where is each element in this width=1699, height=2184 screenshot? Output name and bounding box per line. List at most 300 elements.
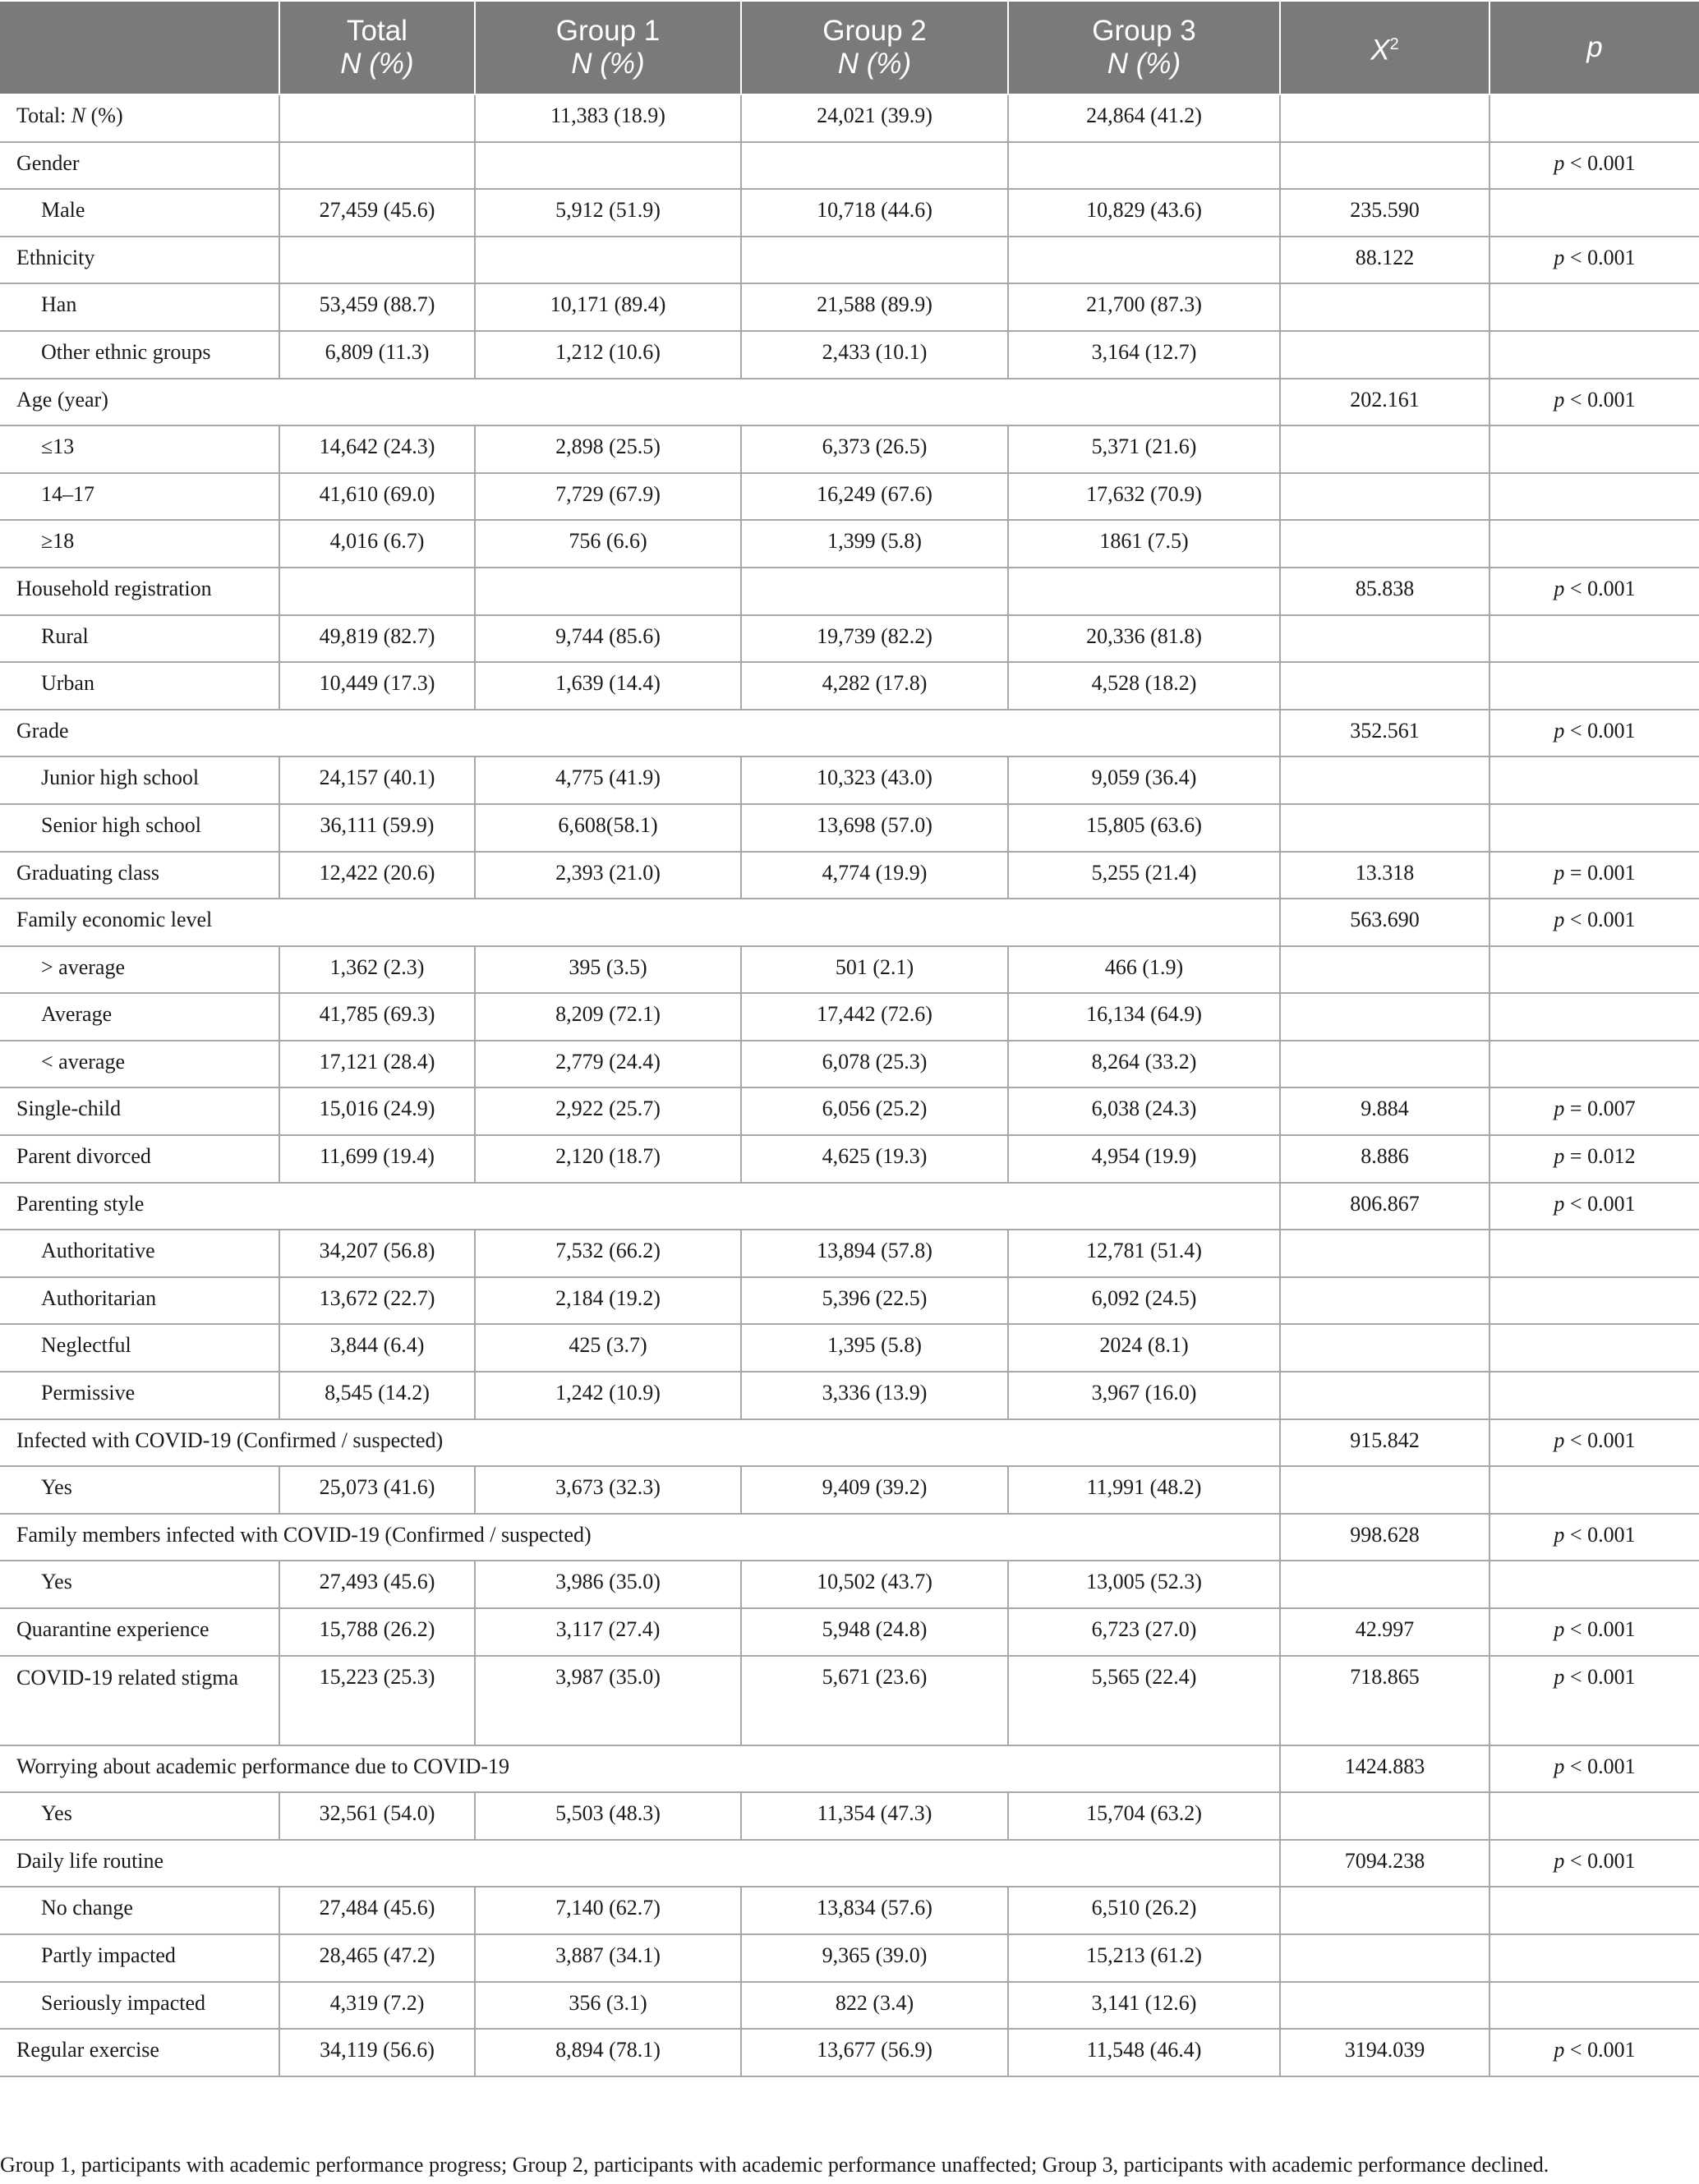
- cell-p-value: [1490, 473, 1699, 521]
- row-label: Age (year): [0, 379, 1280, 426]
- cell-group2: 4,282 (17.8): [741, 662, 1008, 710]
- cell-group1: 7,729 (67.9): [475, 473, 741, 521]
- cell-group2: [741, 568, 1008, 615]
- cell-p-value: p < 0.001: [1490, 1514, 1699, 1561]
- header-group1: [475, 1, 741, 94]
- cell-p-value: [1490, 283, 1699, 331]
- cell-group1: 5,503 (48.3): [475, 1792, 741, 1840]
- row-label: 14–17: [0, 473, 279, 521]
- cell-chi-square: 563.690: [1280, 899, 1490, 946]
- row-label: Single-child: [0, 1087, 279, 1135]
- cell-group1: 2,393 (21.0): [475, 852, 741, 899]
- row-label: Partly impacted: [0, 1934, 279, 1982]
- cell-group1: [475, 237, 741, 284]
- cell-total: 15,223 (25.3): [279, 1656, 475, 1745]
- cell-group1: 9,744 (85.6): [475, 615, 741, 663]
- header-chi-sup: 2: [1389, 35, 1399, 54]
- cell-group3: 17,632 (70.9): [1008, 473, 1280, 521]
- cell-group1: 2,779 (24.4): [475, 1041, 741, 1088]
- cell-chi-square: 88.122: [1280, 237, 1490, 284]
- cell-chi-square: 998.628: [1280, 1514, 1490, 1561]
- cell-chi-square: 3194.039: [1280, 2029, 1490, 2076]
- cell-group1: 1,242 (10.9): [475, 1372, 741, 1419]
- cell-p-value: [1490, 615, 1699, 663]
- cell-group1: 3,887 (34.1): [475, 1934, 741, 1982]
- cell-group2: 13,698 (57.0): [741, 804, 1008, 852]
- cell-total: 12,422 (20.6): [279, 852, 475, 899]
- header-group2: [741, 1, 1008, 94]
- row-label: Male: [0, 189, 279, 237]
- cell-p-value: p < 0.001: [1490, 568, 1699, 615]
- cell-group3: 3,141 (12.6): [1008, 1982, 1280, 2030]
- authoritative-row: [0, 1230, 1699, 1277]
- cell-chi-square: 85.838: [1280, 568, 1490, 615]
- cell-group2: 4,774 (19.9): [741, 852, 1008, 899]
- cell-chi-square: [1280, 283, 1490, 331]
- single-child-row: [0, 1087, 1699, 1135]
- cell-total: [279, 568, 475, 615]
- row-label: Average: [0, 993, 279, 1041]
- age-le13-row: [0, 425, 1699, 473]
- cell-total: 8,545 (14.2): [279, 1372, 475, 1419]
- cell-total: 13,672 (22.7): [279, 1277, 475, 1325]
- cell-total: 36,111 (59.9): [279, 804, 475, 852]
- table-header: [0, 1, 1699, 94]
- cell-total: 27,459 (45.6): [279, 189, 475, 237]
- routine-row: [0, 1840, 1699, 1887]
- cell-group3: [1008, 237, 1280, 284]
- cell-total: 6,809 (11.3): [279, 331, 475, 379]
- cell-chi-square: [1280, 425, 1490, 473]
- cell-group2: 5,671 (23.6): [741, 1656, 1008, 1745]
- cell-group2: 6,373 (26.5): [741, 425, 1008, 473]
- cell-group3: 5,371 (21.6): [1008, 425, 1280, 473]
- cell-total: 24,157 (40.1): [279, 756, 475, 804]
- header-total-label: Total: [347, 15, 407, 47]
- cell-group2: 1,395 (5.8): [741, 1324, 1008, 1372]
- cell-chi-square: [1280, 662, 1490, 710]
- cell-chi-square: [1280, 1561, 1490, 1608]
- cell-group2: 10,502 (43.7): [741, 1561, 1008, 1608]
- row-label: Ethnicity: [0, 237, 279, 284]
- cell-group1: 1,212 (10.6): [475, 331, 741, 379]
- row-label: Han: [0, 283, 279, 331]
- cell-p-value: [1490, 1230, 1699, 1277]
- header-group2-label: Group 2: [822, 15, 927, 47]
- authoritarian-row: [0, 1277, 1699, 1325]
- cell-group1: [475, 568, 741, 615]
- cell-group3: 2024 (8.1): [1008, 1324, 1280, 1372]
- row-label: Permissive: [0, 1372, 279, 1419]
- cell-p-value: [1490, 1466, 1699, 1514]
- cell-p-value: [1490, 331, 1699, 379]
- rural-row: [0, 615, 1699, 663]
- cell-total: 3,844 (6.4): [279, 1324, 475, 1372]
- above-average-row: [0, 946, 1699, 994]
- cell-total: 41,610 (69.0): [279, 473, 475, 521]
- gender-row: [0, 142, 1699, 190]
- cell-group2: 3,336 (13.9): [741, 1372, 1008, 1419]
- row-label: Household registration: [0, 568, 279, 615]
- row-label: ≥18: [0, 520, 279, 568]
- cell-group3: 1861 (7.5): [1008, 520, 1280, 568]
- cell-chi-square: [1280, 1934, 1490, 1982]
- row-label: ≤13: [0, 425, 279, 473]
- row-label: Infected with COVID-19 (Confirmed / suspected): [0, 1419, 1280, 1467]
- cell-group1: 3,987 (35.0): [475, 1656, 741, 1745]
- cell-chi-square: [1280, 142, 1490, 190]
- row-label: Parent divorced: [0, 1135, 279, 1183]
- cell-group3: 3,967 (16.0): [1008, 1372, 1280, 1419]
- cell-group2: 10,718 (44.6): [741, 189, 1008, 237]
- cell-total: 27,493 (45.6): [279, 1561, 475, 1608]
- cell-total: 25,073 (41.6): [279, 1466, 475, 1514]
- cell-group3: [1008, 568, 1280, 615]
- row-label: Authoritative: [0, 1230, 279, 1277]
- cell-group3: 5,565 (22.4): [1008, 1656, 1280, 1745]
- header-group3-sub: N (%): [1107, 48, 1181, 80]
- cell-group3: 20,336 (81.8): [1008, 615, 1280, 663]
- row-label: Authoritarian: [0, 1277, 279, 1325]
- cell-group1: 4,775 (41.9): [475, 756, 741, 804]
- permissive-row: [0, 1372, 1699, 1419]
- cell-group1: 1,639 (14.4): [475, 662, 741, 710]
- row-label: Total: N (%): [0, 94, 279, 142]
- row-label: Quarantine experience: [0, 1608, 279, 1656]
- cell-chi-square: [1280, 331, 1490, 379]
- cell-group3: 21,700 (87.3): [1008, 283, 1280, 331]
- cell-p-value: [1490, 1982, 1699, 2030]
- header-blank: [0, 1, 279, 94]
- header-chi-symbol: X: [1370, 34, 1390, 67]
- cell-chi-square: 9.884: [1280, 1087, 1490, 1135]
- row-label: Yes: [0, 1792, 279, 1840]
- cell-group3: 3,164 (12.7): [1008, 331, 1280, 379]
- row-label: Gender: [0, 142, 279, 190]
- cell-p-value: [1490, 662, 1699, 710]
- cell-chi-square: [1280, 1324, 1490, 1372]
- cell-p-value: p = 0.007: [1490, 1087, 1699, 1135]
- cell-p-value: [1490, 425, 1699, 473]
- cell-p-value: [1490, 94, 1699, 142]
- cell-group1: 2,922 (25.7): [475, 1087, 741, 1135]
- cell-p-value: p < 0.001: [1490, 1183, 1699, 1230]
- cell-group3: 15,805 (63.6): [1008, 804, 1280, 852]
- cell-group3: 11,991 (48.2): [1008, 1466, 1280, 1514]
- cell-total: 15,788 (26.2): [279, 1608, 475, 1656]
- row-label: < average: [0, 1041, 279, 1088]
- cell-group1: 8,894 (78.1): [475, 2029, 741, 2076]
- header-group2-sub: N (%): [837, 48, 912, 80]
- row-label: Yes: [0, 1466, 279, 1514]
- cell-group2: 822 (3.4): [741, 1982, 1008, 2030]
- cell-total: 34,119 (56.6): [279, 2029, 475, 2076]
- cell-group2: 5,948 (24.8): [741, 1608, 1008, 1656]
- worry-yes-row: [0, 1792, 1699, 1840]
- cell-chi-square: [1280, 804, 1490, 852]
- cell-group2: 11,354 (47.3): [741, 1792, 1008, 1840]
- header-group3: [1008, 1, 1280, 94]
- cell-chi-square: [1280, 756, 1490, 804]
- cell-total: 34,207 (56.8): [279, 1230, 475, 1277]
- male-row: [0, 189, 1699, 237]
- header-group3-label: Group 3: [1092, 15, 1196, 47]
- cell-p-value: p = 0.012: [1490, 1135, 1699, 1183]
- cell-p-value: p < 0.001: [1490, 1745, 1699, 1793]
- header-group1-label: Group 1: [555, 15, 661, 47]
- cell-chi-square: [1280, 473, 1490, 521]
- cell-group1: 8,209 (72.1): [475, 993, 741, 1041]
- cell-chi-square: [1280, 1041, 1490, 1088]
- row-label: Other ethnic groups: [0, 331, 279, 379]
- cell-total: 41,785 (69.3): [279, 993, 475, 1041]
- row-label: Seriously impacted: [0, 1982, 279, 2030]
- row-label: Daily life routine: [0, 1840, 1280, 1887]
- worry-row: [0, 1745, 1699, 1793]
- cell-total: 17,121 (28.4): [279, 1041, 475, 1088]
- cell-chi-square: 806.867: [1280, 1183, 1490, 1230]
- below-average-row: [0, 1041, 1699, 1088]
- cell-group2: 9,365 (39.0): [741, 1934, 1008, 1982]
- cell-total: [279, 94, 475, 142]
- age-row: [0, 379, 1699, 426]
- cell-total: 11,699 (19.4): [279, 1135, 475, 1183]
- cell-chi-square: [1280, 993, 1490, 1041]
- cell-p-value: p < 0.001: [1490, 1840, 1699, 1887]
- cell-group1: 2,120 (18.7): [475, 1135, 741, 1183]
- infected-yes-row: [0, 1466, 1699, 1514]
- cell-group3: 5,255 (21.4): [1008, 852, 1280, 899]
- cell-group3: 4,528 (18.2): [1008, 662, 1280, 710]
- cell-chi-square: [1280, 1887, 1490, 1934]
- row-label: Urban: [0, 662, 279, 710]
- cell-p-value: [1490, 1041, 1699, 1088]
- cell-p-value: p < 0.001: [1490, 2029, 1699, 2076]
- row-label: Family economic level: [0, 899, 1280, 946]
- age-14-17-row: [0, 473, 1699, 521]
- cell-group2: 5,396 (22.5): [741, 1277, 1008, 1325]
- row-label: Family members infected with COVID-19 (Confirmed / suspected): [0, 1514, 1280, 1561]
- cell-total: 27,484 (45.6): [279, 1887, 475, 1934]
- cell-chi-square: [1280, 1792, 1490, 1840]
- infected-row: [0, 1419, 1699, 1467]
- header-chi-square: [1280, 1, 1490, 94]
- economic-row: [0, 899, 1699, 946]
- cell-chi-square: 8.886: [1280, 1135, 1490, 1183]
- cell-p-value: p = 0.001: [1490, 852, 1699, 899]
- cell-group3: 13,005 (52.3): [1008, 1561, 1280, 1608]
- cell-total: 4,319 (7.2): [279, 1982, 475, 2030]
- cell-group2: 6,056 (25.2): [741, 1087, 1008, 1135]
- cell-chi-square: 235.590: [1280, 189, 1490, 237]
- cell-chi-square: 7094.238: [1280, 1840, 1490, 1887]
- cell-group2: 10,323 (43.0): [741, 756, 1008, 804]
- other-ethnic-row: [0, 331, 1699, 379]
- graduating-row: [0, 852, 1699, 899]
- cell-chi-square: [1280, 1982, 1490, 2030]
- cell-group1: 3,673 (32.3): [475, 1466, 741, 1514]
- header-total: [279, 1, 475, 94]
- header-total-sub: N (%): [340, 48, 414, 80]
- cell-group2: 2,433 (10.1): [741, 331, 1008, 379]
- table-body: [0, 94, 1699, 2076]
- cell-group1: 756 (6.6): [475, 520, 741, 568]
- junior-row: [0, 756, 1699, 804]
- cell-p-value: p < 0.001: [1490, 1656, 1699, 1745]
- cell-chi-square: 718.865: [1280, 1656, 1490, 1745]
- cell-p-value: [1490, 1277, 1699, 1325]
- cell-group1: 7,140 (62.7): [475, 1887, 741, 1934]
- cell-group1: 2,184 (19.2): [475, 1277, 741, 1325]
- cell-group3: 11,548 (46.4): [1008, 2029, 1280, 2076]
- cell-p-value: p < 0.001: [1490, 710, 1699, 757]
- cell-chi-square: 13.318: [1280, 852, 1490, 899]
- cell-group1: [475, 142, 741, 190]
- cell-group3: [1008, 142, 1280, 190]
- cell-group1: 10,171 (89.4): [475, 283, 741, 331]
- cell-group3: 6,038 (24.3): [1008, 1087, 1280, 1135]
- household-row: [0, 568, 1699, 615]
- cell-p-value: [1490, 1561, 1699, 1608]
- cell-p-value: [1490, 1792, 1699, 1840]
- row-label: Junior high school: [0, 756, 279, 804]
- seriously-row: [0, 1982, 1699, 2030]
- row-label: Regular exercise: [0, 2029, 279, 2076]
- cell-group2: [741, 142, 1008, 190]
- cell-group1: 11,383 (18.9): [475, 94, 741, 142]
- cell-chi-square: [1280, 1466, 1490, 1514]
- cell-group3: 6,723 (27.0): [1008, 1608, 1280, 1656]
- family-infected-yes-row: [0, 1561, 1699, 1608]
- row-label: Yes: [0, 1561, 279, 1608]
- cell-group3: 24,864 (41.2): [1008, 94, 1280, 142]
- cell-p-value: [1490, 1934, 1699, 1982]
- cell-group1: 3,986 (35.0): [475, 1561, 741, 1608]
- cell-total: 49,819 (82.7): [279, 615, 475, 663]
- cell-group2: 17,442 (72.6): [741, 993, 1008, 1041]
- cell-p-value: p < 0.001: [1490, 1419, 1699, 1467]
- row-label: COVID-19 related stigma: [0, 1656, 279, 1745]
- divorced-row: [0, 1135, 1699, 1183]
- cell-p-value: [1490, 756, 1699, 804]
- cell-group3: 8,264 (33.2): [1008, 1041, 1280, 1088]
- cell-p-value: [1490, 993, 1699, 1041]
- partly-row: [0, 1934, 1699, 1982]
- neglectful-row: [0, 1324, 1699, 1372]
- cell-group3: 6,510 (26.2): [1008, 1887, 1280, 1934]
- cell-p-value: p < 0.001: [1490, 899, 1699, 946]
- cell-group1: 2,898 (25.5): [475, 425, 741, 473]
- cell-p-value: [1490, 189, 1699, 237]
- average-row: [0, 993, 1699, 1041]
- row-label: Rural: [0, 615, 279, 663]
- cell-group2: 13,894 (57.8): [741, 1230, 1008, 1277]
- cell-p-value: p < 0.001: [1490, 142, 1699, 190]
- quarantine-row: [0, 1608, 1699, 1656]
- cell-group3: 9,059 (36.4): [1008, 756, 1280, 804]
- ethnicity-row: [0, 237, 1699, 284]
- urban-row: [0, 662, 1699, 710]
- family-infected-row: [0, 1514, 1699, 1561]
- cell-group2: 16,249 (67.6): [741, 473, 1008, 521]
- cell-p-value: [1490, 520, 1699, 568]
- cell-total: 14,642 (24.3): [279, 425, 475, 473]
- cell-group3: 16,134 (64.9): [1008, 993, 1280, 1041]
- cell-chi-square: [1280, 520, 1490, 568]
- han-row: [0, 283, 1699, 331]
- cell-chi-square: 202.161: [1280, 379, 1490, 426]
- cell-group3: 6,092 (24.5): [1008, 1277, 1280, 1325]
- cell-total: [279, 237, 475, 284]
- cell-group3: 15,704 (63.2): [1008, 1792, 1280, 1840]
- cell-chi-square: 42.997: [1280, 1608, 1490, 1656]
- cell-group2: 1,399 (5.8): [741, 520, 1008, 568]
- cell-total: [279, 142, 475, 190]
- cell-chi-square: [1280, 615, 1490, 663]
- cell-group2: 24,021 (39.9): [741, 94, 1008, 142]
- header-p: p: [1490, 1, 1699, 94]
- cell-total: 4,016 (6.7): [279, 520, 475, 568]
- senior-row: [0, 804, 1699, 852]
- cell-group2: [741, 237, 1008, 284]
- cell-total: 28,465 (47.2): [279, 1934, 475, 1982]
- cell-group3: 15,213 (61.2): [1008, 1934, 1280, 1982]
- cell-group2: 6,078 (25.3): [741, 1041, 1008, 1088]
- cell-p-value: [1490, 1324, 1699, 1372]
- cell-chi-square: [1280, 1372, 1490, 1419]
- cell-group2: 13,834 (57.6): [741, 1887, 1008, 1934]
- total-row: [0, 94, 1699, 142]
- cell-p-value: [1490, 946, 1699, 994]
- cell-group2: 9,409 (39.2): [741, 1466, 1008, 1514]
- cell-chi-square: 1424.883: [1280, 1745, 1490, 1793]
- cell-p-value: p < 0.001: [1490, 237, 1699, 284]
- cell-group1: 3,117 (27.4): [475, 1608, 741, 1656]
- row-label: Graduating class: [0, 852, 279, 899]
- cell-chi-square: [1280, 1230, 1490, 1277]
- row-label: > average: [0, 946, 279, 994]
- footnote: Group 1, participants with academic performance progress; Group 2, participants with academic performance unaffected; Group 3, participants with academic performance declined.: [0, 2153, 1549, 2177]
- no-change-row: [0, 1887, 1699, 1934]
- row-label: Parenting style: [0, 1183, 1280, 1230]
- cell-p-value: p < 0.001: [1490, 379, 1699, 426]
- cell-chi-square: [1280, 1277, 1490, 1325]
- cell-group3: 4,954 (19.9): [1008, 1135, 1280, 1183]
- header-group1-sub: N (%): [571, 48, 645, 80]
- exercise-row: [0, 2029, 1699, 2076]
- cell-total: 1,362 (2.3): [279, 946, 475, 994]
- cell-group1: 7,532 (66.2): [475, 1230, 741, 1277]
- cell-p-value: [1490, 1372, 1699, 1419]
- row-label: No change: [0, 1887, 279, 1934]
- cell-group1: 356 (3.1): [475, 1982, 741, 2030]
- cell-p-value: p < 0.001: [1490, 1608, 1699, 1656]
- cell-group2: 13,677 (56.9): [741, 2029, 1008, 2076]
- row-label: Worrying about academic performance due to COVID-19: [0, 1745, 1280, 1793]
- grade-row: [0, 710, 1699, 757]
- row-label: Senior high school: [0, 804, 279, 852]
- cell-chi-square: 352.561: [1280, 710, 1490, 757]
- cell-p-value: [1490, 804, 1699, 852]
- parenting-row: [0, 1183, 1699, 1230]
- cell-chi-square: 915.842: [1280, 1419, 1490, 1467]
- cell-group1: 6,608(58.1): [475, 804, 741, 852]
- cell-group2: 19,739 (82.2): [741, 615, 1008, 663]
- cell-chi-square: [1280, 94, 1490, 142]
- cell-total: 10,449 (17.3): [279, 662, 475, 710]
- cell-group1: 395 (3.5): [475, 946, 741, 994]
- cell-group1: 5,912 (51.9): [475, 189, 741, 237]
